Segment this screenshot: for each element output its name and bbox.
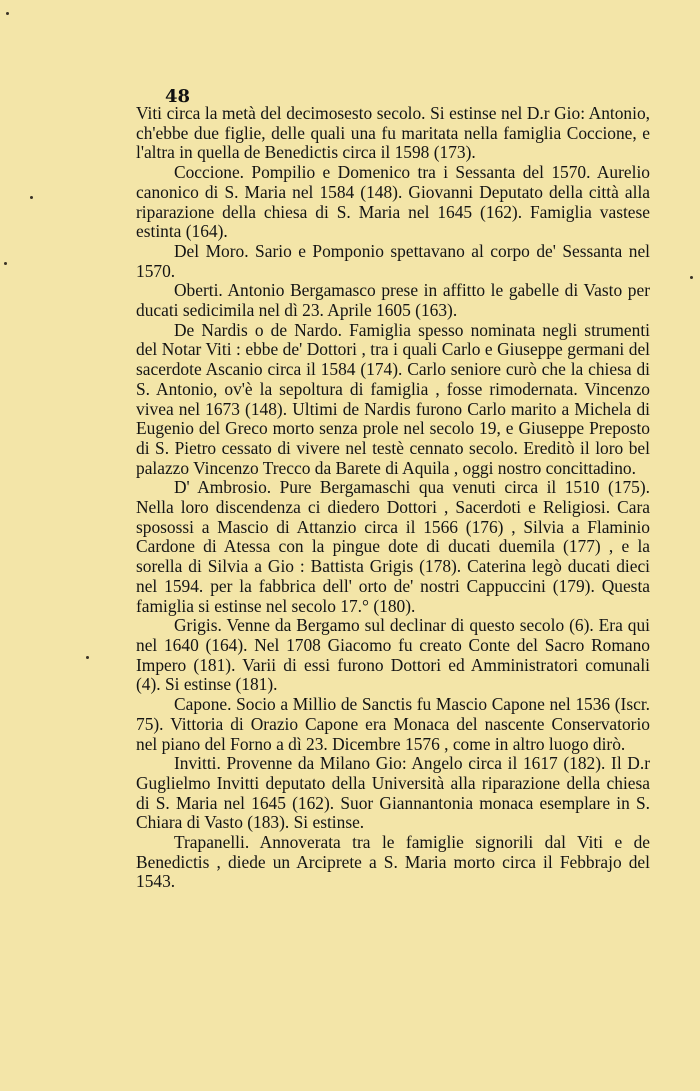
paragraph-viti-continuation: Viti circa la metà del decimosesto secolo. Si estinse nel D.r Gio: Antonio, ch'ebbe due figlie, delle quali una fu maritata nella famiglia Coccione, e l'altra in quella de Benedictis circa il 1598 (173). (136, 103, 650, 163)
paragraph-invitti: Invitti. Provenne da Milano Gio: Angelo circa il 1617 (182). Il D.r Guglielmo Invitti deputato della Università alla riparazione della chiesa di S. Maria nel 1645 (162). Suor Giannantonia monaca esemplare in S. Chiara di Vasto (183). Si estinse. (136, 753, 650, 833)
paragraph-del-moro: Del Moro. Sario e Pomponio spettavano al corpo de' Sessanta nel 1570. (136, 240, 650, 281)
paragraph-de-nardis: De Nardis o de Nardo. Famiglia spesso nominata negli strumenti del Notar Viti : ebbe de' Dottori , tra i quali Carlo e Giuseppe germani del sacerdote Ascanio circa il 1584 (174). Carlo seniore curò che la chiesa di S. Antonio, ov'è la sepoltura di famiglia , fosse rimodernata. Vincenzo vivea nel 1673 (148). Ultimi de Nardis furono Carlo marito a Michela di Eugenio del Greco morto senza prole nel secolo 19, e Giuseppe Preposto di S. Pietro cessato di vivere nel testè cennato secolo. Ereditò il loro bel palazzo Vincenzo Trecco da Barete di Aquila , oggi nostro concittadino. (136, 319, 650, 478)
paragraph-oberti: Oberti. Antonio Bergamasco prese in affitto le gabelle di Vasto per ducati sedicimila nel dì 23. Aprile 1605 (163). (136, 280, 650, 321)
paper-speck (690, 276, 693, 279)
paper-speck (6, 12, 9, 15)
paper-speck (30, 196, 33, 199)
paragraph-grigis: Grigis. Venne da Bergamo sul declinar di questo secolo (6). Era qui nel 1640 (164). Nel 1708 Giacomo fu creato Conte del Sacro Romano Impero (181). Varii di essi furono Dottori ed Amministratori comunali (4). Si estinse (181). (136, 615, 650, 695)
paper-speck (86, 656, 89, 659)
paragraph-trapanelli: Trapanelli. Annoverata tra le famiglie signorili dal Viti e de Benedictis , diede un Arciprete a S. Maria morto circa il Febbrajo del 1543. (136, 832, 650, 892)
paper-speck (4, 262, 7, 265)
paragraph-coccione: Coccione. Pompilio e Domenico tra i Sessanta del 1570. Aurelio canonico di S. Maria nel 1584 (148). Giovanni Deputato della città alla riparazione della chiesa di S. Maria nel 1645 (162). Famiglia vastese estinta (164). (136, 162, 650, 242)
body-text (136, 104, 650, 892)
paragraph-capone: Capone. Socio a Millio de Sanctis fu Mascio Capone nel 1536 (Iscr. 75). Vittoria di Orazio Capone era Monaca del nascente Conservatorio nel piano del Forno a dì 23. Dicembre 1576 , come in altro luogo dirò. (136, 694, 650, 754)
page-number: 48 (165, 86, 191, 107)
paragraph-d-ambrosio: D' Ambrosio. Pure Bergamaschi qua venuti circa il 1510 (175). Nella loro discendenza ci diedero Dottori , Sacerdoti e Religiosi. Cara sposossi a Mascio di Attanzio circa il 1566 (176) , Silvia a Flaminio Cardone di Atessa con la pingue dote di ducati duemila (177) , e la sorella di Silvia a Gio : Battista Grigis (178). Caterina legò ducati dieci nel 1594. per la fabbrica dell' orto de' nostri Cappuccini (179). Questa famiglia si estinse nel secolo 17.° (180). (136, 477, 650, 616)
